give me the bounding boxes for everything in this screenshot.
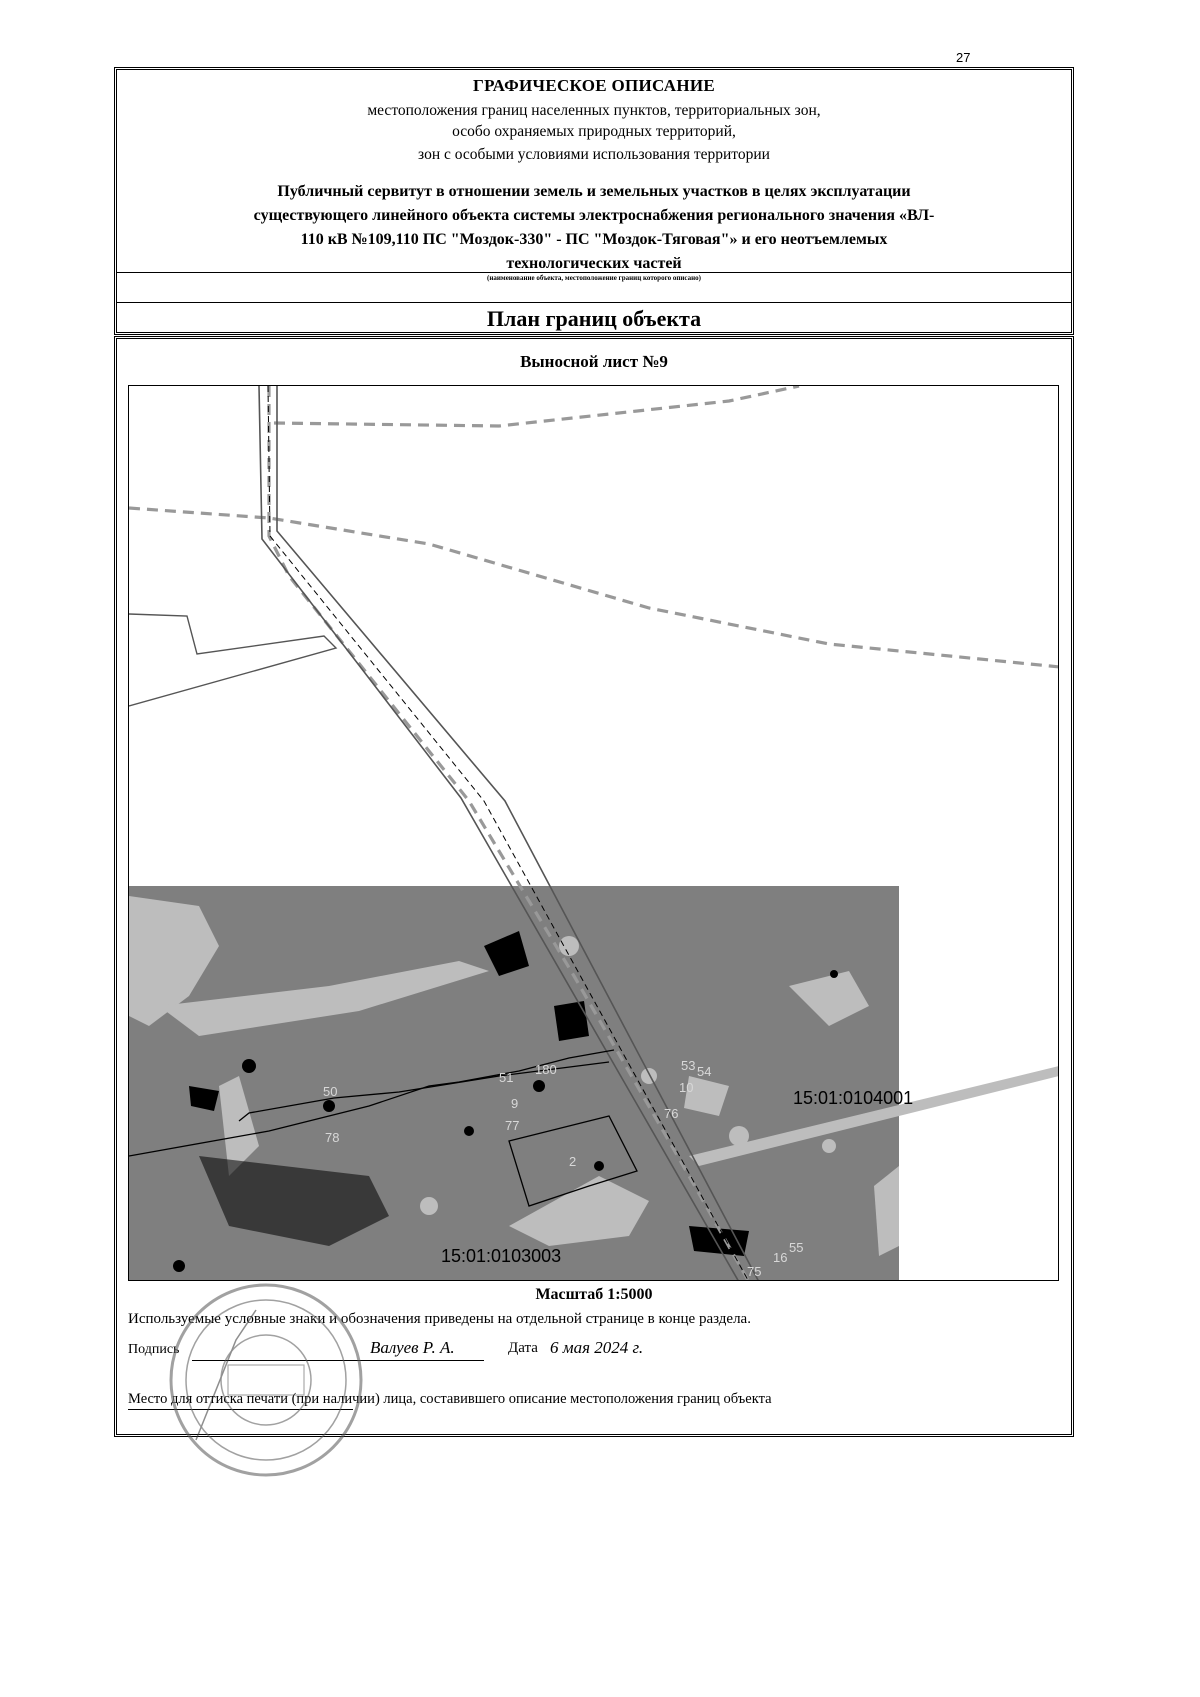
header-divider bbox=[117, 272, 1071, 273]
point-label: 55 bbox=[789, 1240, 804, 1255]
cadastral-label: 15:01:0103003 bbox=[441, 1246, 562, 1266]
object-name-line-2: существующего линейного объекта системы электроснабжения регионального значения «ВЛ- bbox=[253, 207, 935, 224]
subtitle-line-2: особо охраняемых природных территорий, bbox=[452, 123, 736, 140]
map-drawing bbox=[129, 386, 1059, 1281]
point-label: 76 bbox=[664, 1106, 679, 1121]
sheet-title: Выносной лист №9 bbox=[520, 352, 668, 371]
signer-name: Валуев Р. А. bbox=[370, 1338, 455, 1357]
legend-note: Используемые условные знаки и обозначения приведены на отдельной странице в конце раздела. bbox=[128, 1311, 751, 1327]
object-name bbox=[137, 180, 1051, 276]
point-label: 51 bbox=[499, 1070, 514, 1085]
point-label: 50 bbox=[323, 1084, 338, 1099]
date-value: 6 мая 2024 г. bbox=[550, 1338, 644, 1357]
plan-title: План границ объекта bbox=[486, 306, 702, 331]
point-label: 53 bbox=[681, 1058, 696, 1073]
point-label: 75 bbox=[747, 1264, 762, 1279]
signature-label: Подпись bbox=[128, 1342, 180, 1357]
object-name-line-1: Публичный сервитут в отношении земель и земельных участков в целях эксплуатации bbox=[277, 183, 911, 200]
date-label: Дата bbox=[508, 1340, 538, 1356]
object-caption: (наименование объекта, местоположение границ которого описано) bbox=[487, 274, 701, 282]
parcel-outline bbox=[129, 614, 336, 706]
point-label: 10 bbox=[679, 1080, 694, 1095]
object-name-line-4: технологических частей bbox=[506, 255, 682, 272]
map-scale: Масштаб 1:5000 bbox=[535, 1286, 653, 1303]
point-label: 180 bbox=[535, 1062, 557, 1077]
point-label: 16 bbox=[773, 1250, 788, 1265]
point-label: 2 bbox=[569, 1154, 577, 1169]
company-seal bbox=[166, 1280, 366, 1480]
document-title: ГРАФИЧЕСКОЕ ОПИСАНИЕ bbox=[472, 76, 716, 95]
point-label: 77 bbox=[505, 1118, 520, 1133]
page-number: 27 bbox=[956, 50, 971, 65]
object-name-line-3: 110 кВ №109,110 ПС "Моздок-330" - ПС "Моздок-Тяговая"» и его неотъемлемых bbox=[300, 231, 888, 248]
point-label: 9 bbox=[511, 1096, 519, 1111]
subtitle-line-1: местоположения границ населенных пунктов, территориальных зон, bbox=[367, 102, 821, 119]
boundary-map bbox=[128, 385, 1059, 1281]
point-label: 54 bbox=[697, 1064, 712, 1079]
document-header bbox=[114, 67, 1074, 335]
seal-note: Место для оттиска печати (при наличии) лица, составившего описание местоположения границ объекта bbox=[128, 1391, 772, 1407]
point-label: 78 bbox=[325, 1130, 340, 1145]
cadastral-label: 15:01:0104001 bbox=[793, 1088, 914, 1108]
subtitle-line-3: зон с особыми условиями использования территории bbox=[418, 146, 770, 163]
header-divider bbox=[117, 302, 1071, 303]
